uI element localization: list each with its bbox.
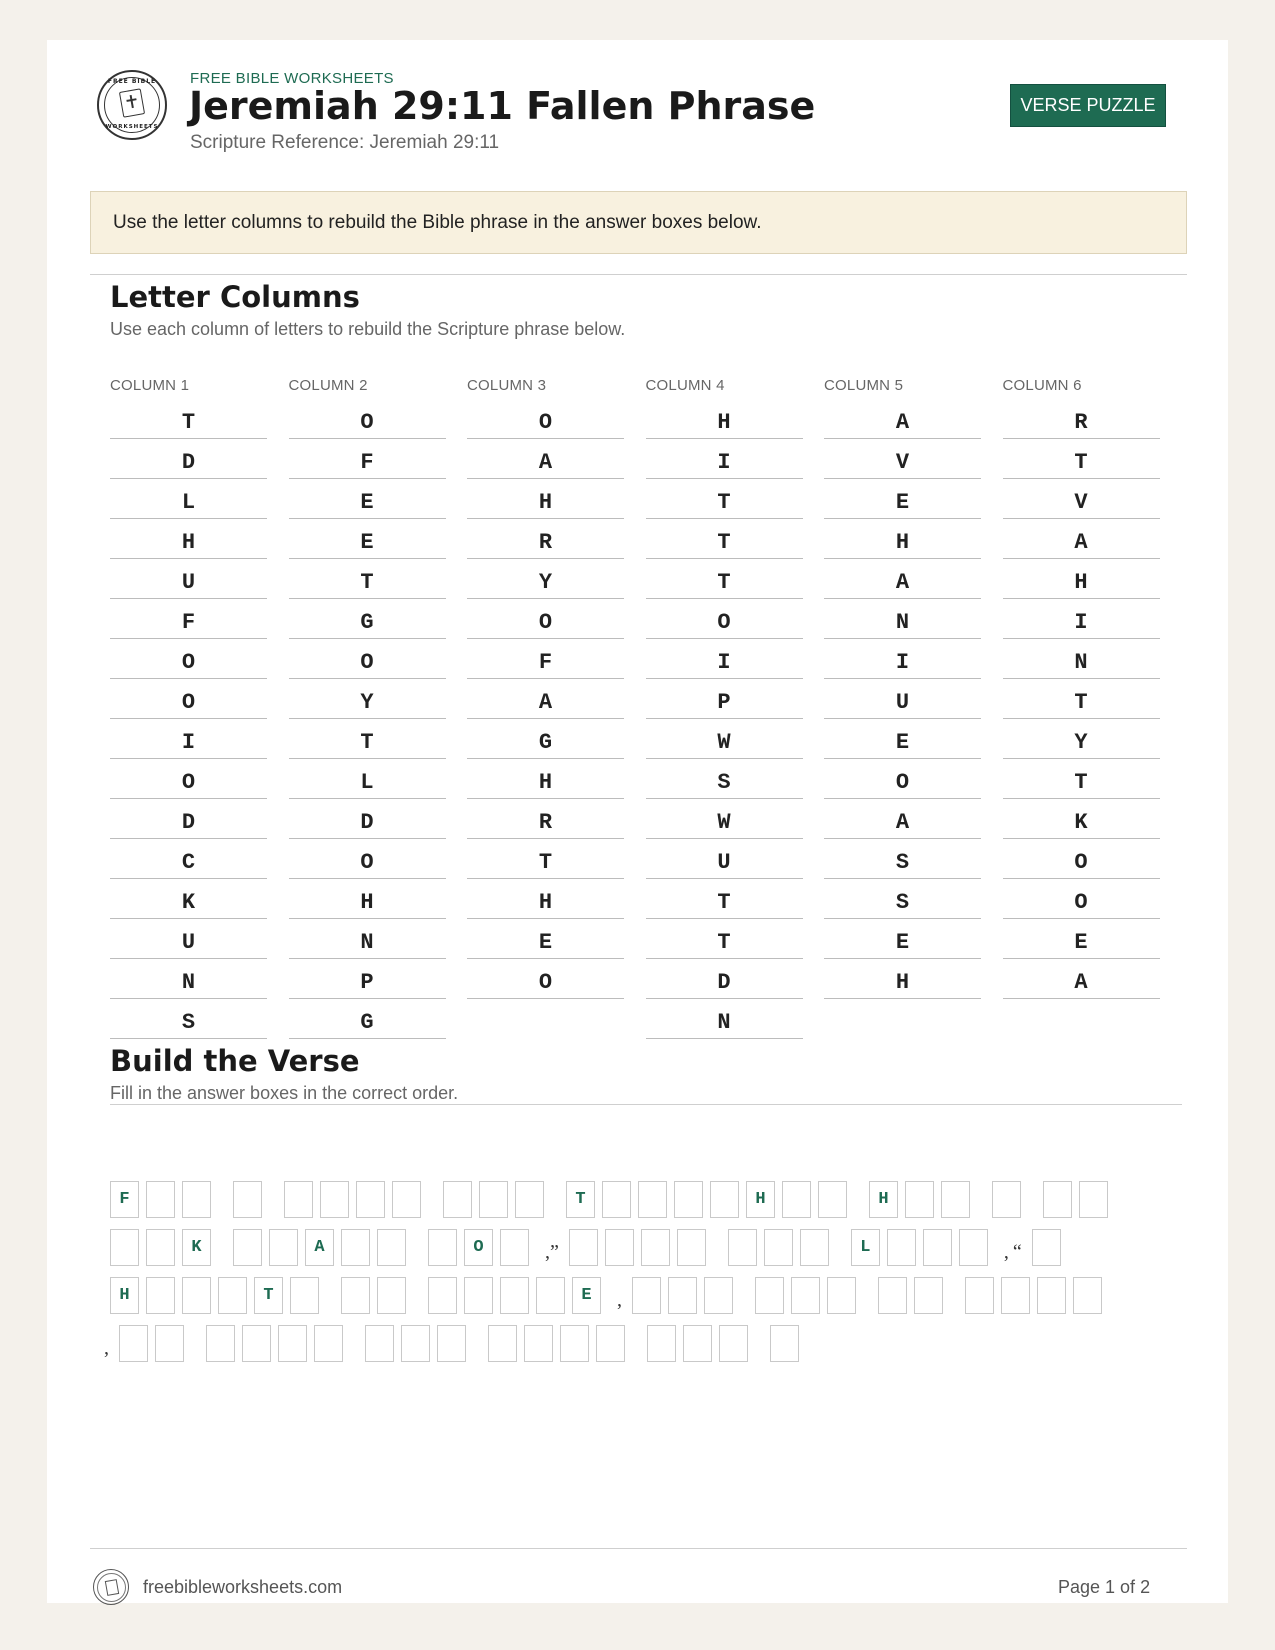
answer-box[interactable] [479, 1181, 508, 1218]
column-letter: S [824, 839, 981, 879]
answer-box[interactable] [206, 1325, 235, 1362]
answer-box[interactable] [638, 1181, 667, 1218]
column-letter: F [467, 639, 624, 679]
verse-word [284, 1181, 421, 1218]
column-letter: T [1003, 679, 1160, 719]
column-letter: S [646, 759, 803, 799]
answer-box[interactable] [377, 1277, 406, 1314]
column-letter: Y [467, 559, 624, 599]
verse-word [110, 1277, 319, 1314]
answer-box[interactable] [233, 1181, 262, 1218]
column-letter: T [646, 559, 803, 599]
verse-punctuation: , [617, 1288, 622, 1311]
column-letter: C [110, 839, 267, 879]
verse-word [965, 1277, 1102, 1314]
column-letter: P [646, 679, 803, 719]
answer-box[interactable] [668, 1277, 697, 1314]
verse-word [992, 1181, 1021, 1218]
verse-word [206, 1325, 343, 1362]
column-letter: O [467, 399, 624, 439]
verse-word [1032, 1229, 1061, 1266]
answer-box[interactable] [905, 1181, 934, 1218]
column-letter: U [824, 679, 981, 719]
column-letter: E [824, 919, 981, 959]
column-letter: H [467, 759, 624, 799]
column-letter: P [289, 959, 446, 999]
answer-box[interactable] [719, 1325, 748, 1362]
build-verse-title: Build the Verse [110, 1044, 360, 1078]
answer-box[interactable] [683, 1325, 712, 1362]
column-letter: O [1003, 839, 1160, 879]
column-letter: O [1003, 879, 1160, 919]
column-letter: H [646, 399, 803, 439]
brand-label: FREE BIBLE WORKSHEETS [190, 70, 394, 87]
answer-box[interactable] [764, 1229, 793, 1266]
letter-columns-title: Letter Columns [110, 280, 360, 314]
verse-word [1043, 1181, 1108, 1218]
answer-box[interactable] [800, 1229, 829, 1266]
verse-word [428, 1229, 529, 1266]
answer-box[interactable] [878, 1277, 907, 1314]
column-label: COLUMN 5 [824, 377, 904, 394]
column-letter: E [1003, 919, 1160, 959]
column-letter: N [289, 919, 446, 959]
column-letter: E [824, 479, 981, 519]
answer-box[interactable] [401, 1325, 430, 1362]
answer-box[interactable] [605, 1229, 634, 1266]
verse-word [110, 1181, 211, 1218]
answer-box[interactable] [524, 1325, 553, 1362]
column-label: COLUMN 3 [467, 377, 547, 394]
column-label: COLUMN 1 [110, 377, 190, 394]
answer-box[interactable]: H [110, 1277, 139, 1314]
column-letter: G [467, 719, 624, 759]
column-letter: G [289, 599, 446, 639]
answer-box[interactable] [782, 1181, 811, 1218]
verse-word [755, 1277, 856, 1314]
answer-box[interactable] [959, 1229, 988, 1266]
column-letter: T [289, 719, 446, 759]
column-letter: H [289, 879, 446, 919]
answer-box[interactable] [992, 1181, 1021, 1218]
answer-box[interactable] [182, 1277, 211, 1314]
answer-box[interactable]: E [572, 1277, 601, 1314]
answer-boxes [104, 1179, 1190, 1371]
column-letter: T [646, 519, 803, 559]
column-letter: H [467, 879, 624, 919]
answer-box[interactable] [464, 1277, 493, 1314]
column-letter: R [467, 519, 624, 559]
answer-box[interactable] [1073, 1277, 1102, 1314]
column-letter: A [1003, 519, 1160, 559]
instructions-text: Use the letter columns to rebuild the Bible phrase in the answer boxes below. [113, 211, 762, 233]
column-letter: O [110, 679, 267, 719]
column-letter: D [646, 959, 803, 999]
answer-box[interactable] [233, 1229, 262, 1266]
answer-box[interactable] [146, 1277, 175, 1314]
column-letter: U [646, 839, 803, 879]
column-letter: T [289, 559, 446, 599]
worksheet-page [47, 40, 1228, 1603]
column-letter: O [110, 759, 267, 799]
verse-word [647, 1325, 748, 1362]
answer-box[interactable] [146, 1229, 175, 1266]
column-letter: T [646, 879, 803, 919]
column-label: COLUMN 4 [645, 377, 725, 394]
column-letter: T [646, 479, 803, 519]
column-letter: R [1003, 399, 1160, 439]
verse-word [341, 1277, 406, 1314]
answer-box[interactable] [923, 1229, 952, 1266]
column-letter: E [824, 719, 981, 759]
column-letter: O [824, 759, 981, 799]
column-letter: L [289, 759, 446, 799]
column-letter: T [1003, 439, 1160, 479]
column-letter: K [110, 879, 267, 919]
answer-box[interactable] [560, 1325, 589, 1362]
column-letter: O [289, 839, 446, 879]
answer-box[interactable]: T [566, 1181, 595, 1218]
answer-box[interactable] [488, 1325, 517, 1362]
column-letter: F [110, 599, 267, 639]
verse-word [233, 1229, 406, 1266]
column-letter: E [289, 479, 446, 519]
column-letter: N [110, 959, 267, 999]
verse-punctuation: “ [1012, 1240, 1022, 1263]
footer-logo-icon [93, 1569, 129, 1605]
column-letter: O [289, 639, 446, 679]
column-letter: T [1003, 759, 1160, 799]
answer-box[interactable] [242, 1325, 271, 1362]
column-letter: U [110, 559, 267, 599]
column-letter: E [467, 919, 624, 959]
column-label: COLUMN 2 [288, 377, 368, 394]
answer-box[interactable] [1001, 1277, 1030, 1314]
answer-box[interactable] [1037, 1277, 1066, 1314]
answer-box[interactable] [284, 1181, 313, 1218]
answer-box[interactable] [155, 1325, 184, 1362]
answer-box[interactable] [827, 1277, 856, 1314]
column-letter: N [646, 999, 803, 1039]
answer-box[interactable] [1079, 1181, 1108, 1218]
answer-box[interactable] [770, 1325, 799, 1362]
answer-box[interactable] [392, 1181, 421, 1218]
column-letter: O [646, 599, 803, 639]
column-letter: R [467, 799, 624, 839]
answer-box[interactable] [704, 1277, 733, 1314]
answer-box[interactable] [119, 1325, 148, 1362]
verse-word [569, 1229, 706, 1266]
verse-line [104, 1323, 1190, 1363]
verse-word [119, 1325, 184, 1362]
answer-box[interactable] [602, 1181, 631, 1218]
column-letter: D [110, 439, 267, 479]
footer-divider [90, 1548, 1187, 1549]
column-letter: E [289, 519, 446, 559]
divider [90, 274, 1187, 275]
answer-box[interactable] [320, 1181, 349, 1218]
page-number: Page 1 of 2 [1058, 1577, 1151, 1597]
verse-punctuation: ,” [545, 1240, 559, 1263]
verse-punctuation: , [104, 1336, 109, 1359]
answer-box[interactable] [110, 1229, 139, 1266]
answer-box[interactable] [500, 1229, 529, 1266]
verse-word [488, 1325, 625, 1362]
build-verse-subtitle: Fill in the answer boxes in the correct order. [110, 1083, 459, 1103]
column-letter: D [110, 799, 267, 839]
letter-column [289, 377, 446, 1039]
answer-box[interactable] [314, 1325, 343, 1362]
column-letter: I [646, 639, 803, 679]
column-letter: N [824, 599, 981, 639]
page-title: Jeremiah 29:11 Fallen Phrase [189, 84, 816, 128]
column-letter: O [289, 399, 446, 439]
answer-box[interactable]: A [305, 1229, 334, 1266]
column-letter: O [110, 639, 267, 679]
answer-box[interactable] [437, 1325, 466, 1362]
answer-box[interactable] [356, 1181, 385, 1218]
letter-column [467, 377, 624, 999]
verse-puzzle-badge: VERSE PUZZLE [1010, 84, 1166, 127]
column-letter: O [467, 959, 624, 999]
answer-box[interactable] [218, 1277, 247, 1314]
column-letter: L [110, 479, 267, 519]
answer-box[interactable] [278, 1325, 307, 1362]
answer-box[interactable] [428, 1229, 457, 1266]
answer-box[interactable] [428, 1277, 457, 1314]
verse-word [233, 1181, 262, 1218]
answer-box[interactable] [965, 1277, 994, 1314]
column-letter: D [289, 799, 446, 839]
answer-box[interactable] [710, 1181, 739, 1218]
letter-column [1003, 377, 1160, 999]
column-letter: H [824, 519, 981, 559]
logo-badge [97, 70, 167, 140]
column-letter: I [110, 719, 267, 759]
verse-word [632, 1277, 733, 1314]
answer-box[interactable] [341, 1229, 370, 1266]
answer-box[interactable]: O [464, 1229, 493, 1266]
verse-word [851, 1229, 988, 1266]
column-letter: H [110, 519, 267, 559]
verse-word [878, 1277, 943, 1314]
column-letter: I [824, 639, 981, 679]
verse-line [110, 1227, 1190, 1267]
column-letter: T [646, 919, 803, 959]
answer-box[interactable] [728, 1229, 757, 1266]
column-letter: O [467, 599, 624, 639]
verse-word [728, 1229, 829, 1266]
answer-box[interactable] [887, 1229, 916, 1266]
verse-line [110, 1275, 1190, 1315]
column-letter: V [824, 439, 981, 479]
column-letter: H [467, 479, 624, 519]
instructions-box [90, 191, 1187, 254]
column-letter: Y [289, 679, 446, 719]
column-letter: W [646, 799, 803, 839]
answer-box[interactable]: T [254, 1277, 283, 1314]
verse-word [443, 1181, 544, 1218]
answer-box[interactable] [641, 1229, 670, 1266]
verse-word [770, 1325, 799, 1362]
answer-box[interactable] [269, 1229, 298, 1266]
answer-box[interactable] [914, 1277, 943, 1314]
logo-bottom-text: WORKSHEETS [105, 124, 159, 130]
column-letter: K [1003, 799, 1160, 839]
answer-box[interactable] [365, 1325, 394, 1362]
answer-box[interactable]: F [110, 1181, 139, 1218]
answer-box[interactable] [569, 1229, 598, 1266]
verse-punctuation: , [1003, 1240, 1009, 1263]
footer-url: freebibleworksheets.com [143, 1577, 343, 1597]
answer-box[interactable] [1032, 1229, 1061, 1266]
answer-box[interactable] [500, 1277, 529, 1314]
verse-word [869, 1181, 970, 1218]
column-letter: A [824, 559, 981, 599]
column-letter: A [1003, 959, 1160, 999]
answer-box[interactable] [443, 1181, 472, 1218]
answer-box[interactable] [791, 1277, 820, 1314]
column-letter: Y [1003, 719, 1160, 759]
column-letter: N [1003, 639, 1160, 679]
column-letter: A [824, 399, 981, 439]
answer-box[interactable] [677, 1229, 706, 1266]
column-letter: T [467, 839, 624, 879]
verse-word [566, 1181, 847, 1218]
answer-box[interactable]: H [869, 1181, 898, 1218]
bible-icon [119, 88, 145, 117]
answer-box[interactable] [377, 1229, 406, 1266]
answer-box[interactable]: K [182, 1229, 211, 1266]
answer-box[interactable] [536, 1277, 565, 1314]
letter-column [110, 377, 267, 1039]
verse-word [365, 1325, 466, 1362]
answer-box[interactable] [818, 1181, 847, 1218]
column-letter: H [824, 959, 981, 999]
verse-line [110, 1179, 1190, 1219]
answer-box[interactable] [647, 1325, 676, 1362]
answer-box[interactable] [674, 1181, 703, 1218]
answer-box[interactable] [290, 1277, 319, 1314]
answer-box[interactable]: H [746, 1181, 775, 1218]
column-letter: A [824, 799, 981, 839]
answer-box[interactable] [941, 1181, 970, 1218]
logo-top-text: FREE BIBLE [107, 78, 157, 85]
letter-columns-subtitle: Use each column of letters to rebuild the Scripture phrase below. [110, 319, 626, 339]
divider [110, 1104, 1182, 1105]
answer-box[interactable] [596, 1325, 625, 1362]
column-letter: F [289, 439, 446, 479]
column-letter: T [110, 399, 267, 439]
verse-word [110, 1229, 211, 1266]
column-letter: S [110, 999, 267, 1039]
answer-box[interactable] [755, 1277, 784, 1314]
answer-box[interactable] [632, 1277, 661, 1314]
answer-box[interactable] [1043, 1181, 1072, 1218]
column-label: COLUMN 6 [1002, 377, 1082, 394]
column-letter: A [467, 679, 624, 719]
column-letter: S [824, 879, 981, 919]
answer-box[interactable] [182, 1181, 211, 1218]
column-letter: I [646, 439, 803, 479]
verse-word [428, 1277, 601, 1314]
column-letter: I [1003, 599, 1160, 639]
column-letter: G [289, 999, 446, 1039]
letter-column [824, 377, 981, 999]
answer-box[interactable] [146, 1181, 175, 1218]
column-letter: U [110, 919, 267, 959]
column-letter: W [646, 719, 803, 759]
column-letter: A [467, 439, 624, 479]
column-letter: H [1003, 559, 1160, 599]
column-letter: V [1003, 479, 1160, 519]
answer-box[interactable] [515, 1181, 544, 1218]
scripture-reference: Scripture Reference: Jeremiah 29:11 [190, 132, 500, 153]
letter-column [646, 377, 803, 1039]
answer-box[interactable]: L [851, 1229, 880, 1266]
answer-box[interactable] [341, 1277, 370, 1314]
